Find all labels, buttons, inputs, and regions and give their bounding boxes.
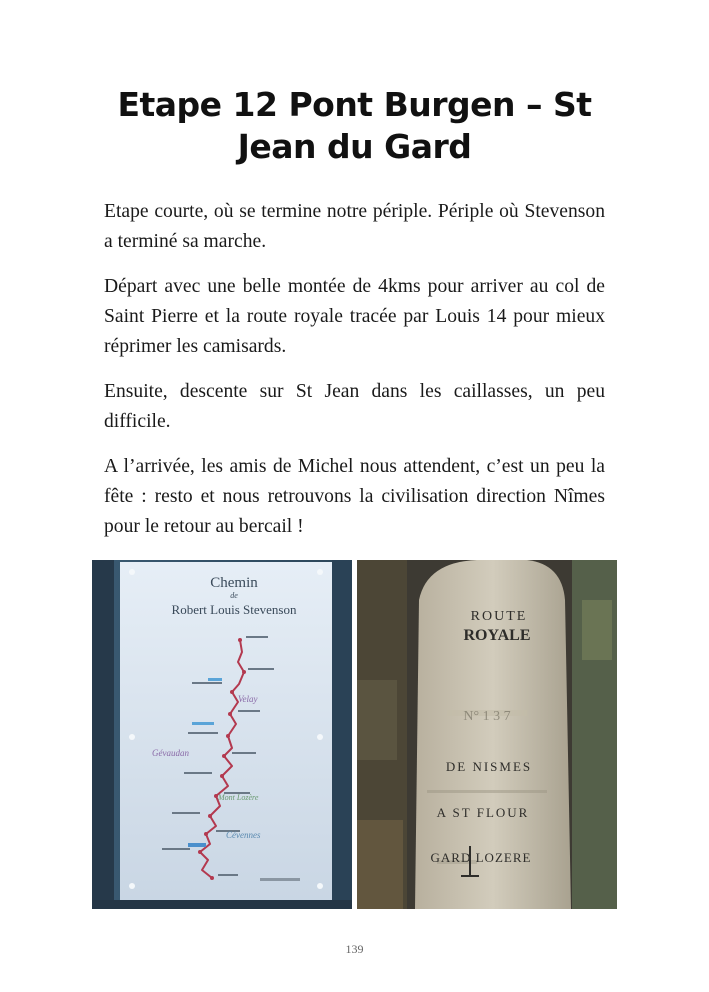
stone-text-gard-lozere: GARD LOZERE: [430, 850, 532, 865]
sign-title-line1: Chemin: [210, 575, 258, 591]
paragraph-3: Ensuite, descente sur St Jean dans les caillasses, un peu difficile.: [104, 381, 605, 432]
stone-text-route: ROUTE: [470, 609, 528, 624]
region-label-velay: Velay: [238, 694, 258, 704]
photo-stone-marker: [357, 560, 617, 909]
region-label-gevaudan: Gévaudan: [152, 748, 189, 758]
svg-text:N° 1 3 7: N° 1 3 7: [463, 709, 511, 724]
stone-marker-image: [357, 560, 617, 909]
trail-sign-image: [92, 560, 352, 909]
stone-text-royale: ROYALE: [463, 627, 531, 644]
sign-title-line2: de: [230, 591, 238, 600]
region-label-cevennes: Cévennes: [226, 830, 261, 840]
paragraph-1: Etape courte, où se termine notre périple. Périple où Stevenson a terminé sa marche.: [104, 201, 605, 252]
paragraph-4: A l’arrivée, les amis de Michel nous attendent, c’est un peu la fête : resto et nous retrouvons la civilisation direction Nîmes pour le retour au bercail !: [104, 456, 605, 537]
sign-title-line3: Robert Louis Stevenson: [171, 602, 297, 617]
stone-text-de-nismes: DE NISMES: [445, 759, 533, 774]
stone-text-a-st-flour: A ST FLOUR: [436, 805, 530, 820]
page-title: Etape 12 Pont Burgen – St Jean du Gard: [117, 85, 592, 166]
region-label-mont-lozere: Mont Lozère: [218, 793, 259, 802]
body-text: [104, 197, 605, 557]
page-number: 139: [345, 942, 364, 956]
paragraph-2: Départ avec une belle montée de 4kms pour arriver au col de Saint Pierre et la route royale tracée par Louis 14 pour mieux réprimer les camisards.: [104, 276, 605, 357]
photo-trail-sign: [92, 560, 352, 909]
